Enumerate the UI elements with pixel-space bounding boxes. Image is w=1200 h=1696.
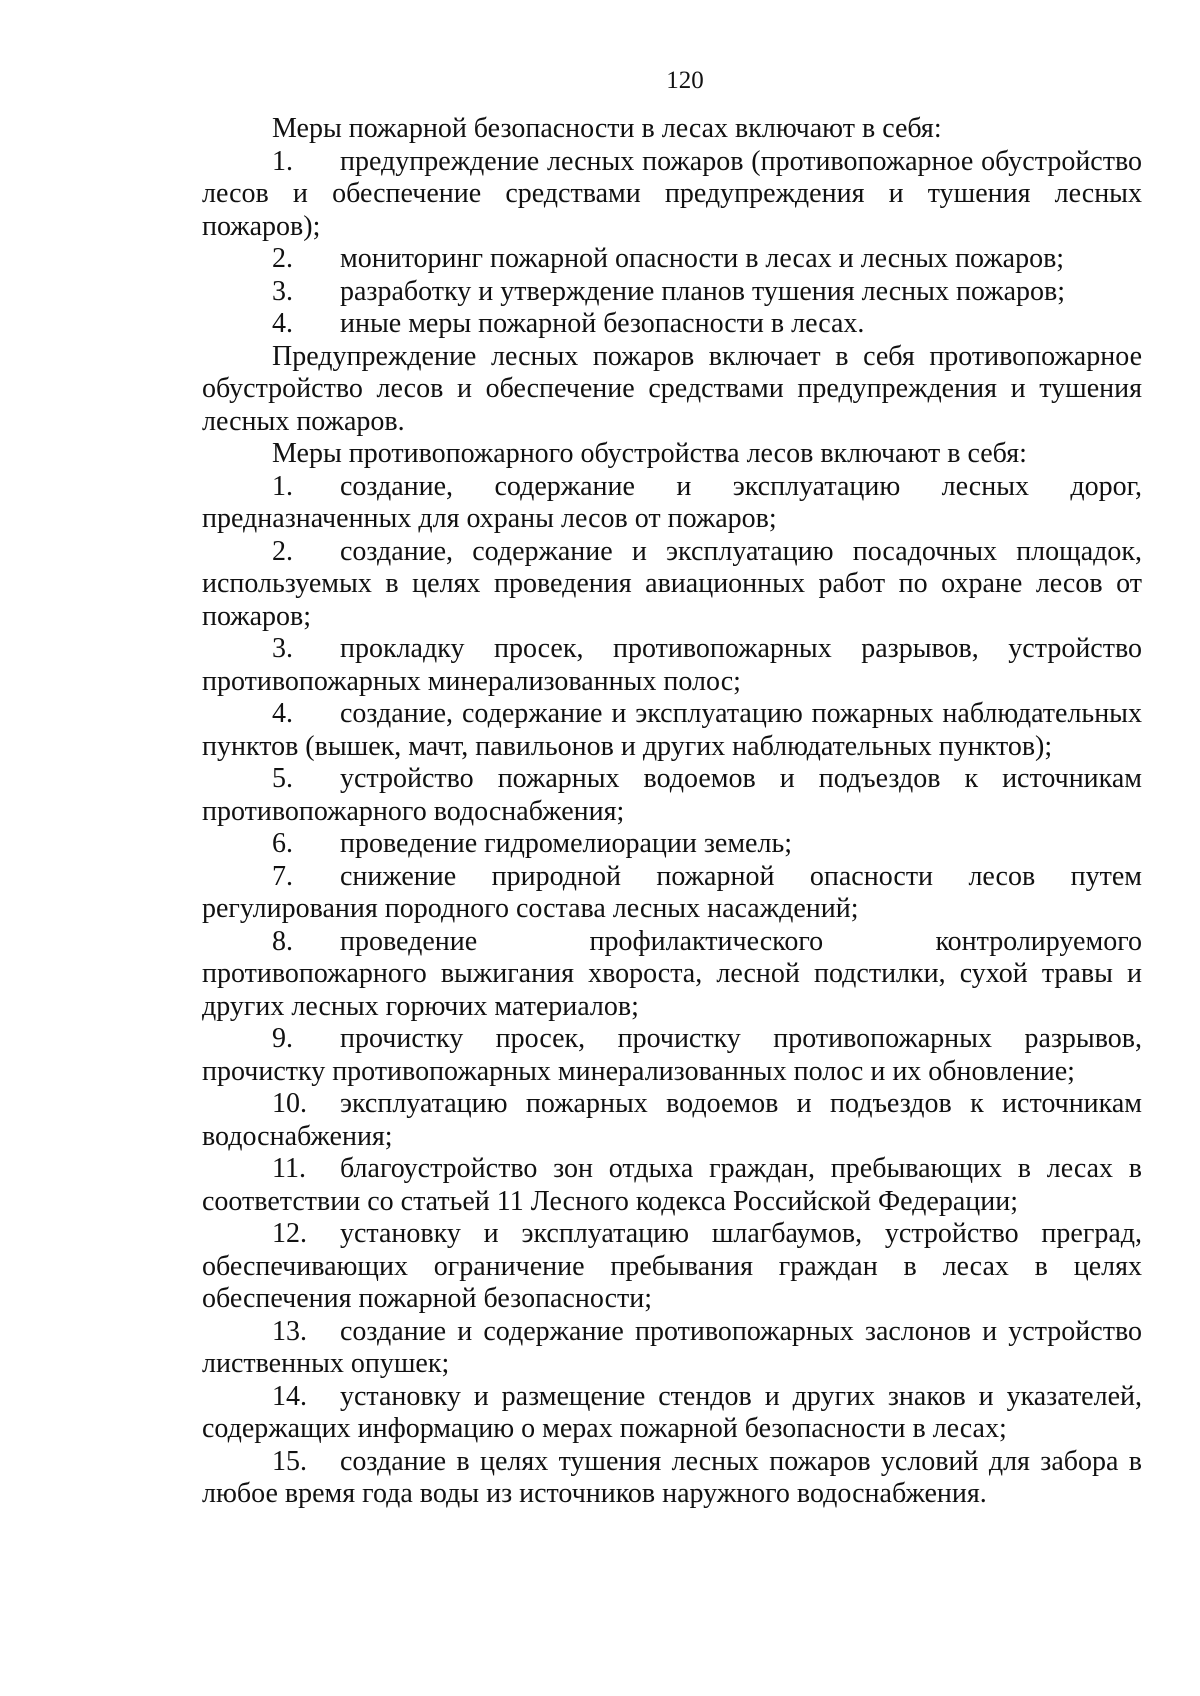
list-item <box>202 861 1142 926</box>
list-item-number: 13. <box>272 1315 307 1347</box>
list-item <box>202 1088 1142 1153</box>
list-item-number: 4. <box>272 308 293 339</box>
list-item <box>202 698 1142 763</box>
list-item-text: создание и содержание противопожарных заслонов и устройство лиственных опушек; <box>202 1315 1142 1379</box>
list-item-text: проведение профилактического контролируемого противопожарного выжигания хвороста, лесной подстилки, сухой травы и других лесных горючих материалов; <box>202 925 1142 1022</box>
list-item-number: 12. <box>272 1218 307 1249</box>
list-item-text: мониторинг пожарной опасности в лесах и лесных пожаров; <box>340 243 1065 274</box>
list-item <box>202 1153 1142 1218</box>
list-item <box>202 1316 1142 1381</box>
intro-paragraph: Меры пожарной безопасности в лесах включают в себя: <box>272 113 942 144</box>
prevention-paragraph: Предупреждение лесных пожаров включает в себя противопожарное обустройство лесов и обеспечение средствами предупреждения и тушения лесных пожаров. <box>202 340 1142 437</box>
list-item <box>202 926 1142 1024</box>
list-item-number: 15. <box>272 1445 307 1477</box>
fire-safety-measures-list <box>202 146 1142 341</box>
list-item-text: прокладку просек, противопожарных разрывов, устройство противопожарных минерализованных полос; <box>202 633 1142 697</box>
list-item-number: 1. <box>272 145 293 177</box>
list-item <box>202 828 1142 861</box>
list-item <box>202 276 1142 309</box>
list-item-number: 11. <box>272 1153 306 1184</box>
list-item-number: 3. <box>272 633 293 664</box>
page-number: 120 <box>666 67 704 94</box>
arrangement-intro-paragraph: Меры противопожарного обустройства лесов включают в себя: <box>272 438 1027 469</box>
list-item-text: предупреждение лесных пожаров (противопожарное обустройство лесов и обеспечение средствами предупреждения и тушения лесных пожаров); <box>202 145 1142 242</box>
list-item-number: 7. <box>272 860 293 892</box>
list-item-number: 6. <box>272 828 293 859</box>
list-item-text: проведение гидромелиорации земель; <box>340 828 792 859</box>
list-item <box>202 308 1142 341</box>
list-item-text: устройство пожарных водоемов и подъездов к источникам противопожарного водоснабжения; <box>202 763 1142 827</box>
list-item-text: установку и размещение стендов и других знаков и указателей, содержащих информацию о мерах пожарной безопасности в лесах; <box>202 1380 1142 1444</box>
list-item-text: создание, содержание и эксплуатацию лесных дорог, предназначенных для охраны лесов от пожаров; <box>202 470 1142 534</box>
list-item <box>202 1023 1142 1088</box>
list-item <box>202 1381 1142 1446</box>
document-body <box>202 113 1142 1511</box>
list-item-text: снижение природной пожарной опасности лесов путем регулирования породного состава лесных насаждений; <box>202 860 1142 924</box>
list-item <box>202 1218 1142 1316</box>
list-item-text: разработку и утверждение планов тушения лесных пожаров; <box>340 275 1066 307</box>
list-item-text: иные меры пожарной безопасности в лесах. <box>340 308 865 339</box>
list-item <box>202 471 1142 536</box>
list-item-number: 8. <box>272 925 293 957</box>
arrangement-measures-list <box>202 471 1142 1511</box>
list-item-number: 9. <box>272 1023 293 1054</box>
list-item-number: 1. <box>272 470 293 502</box>
list-item-text: создание в целях тушения лесных пожаров условий для забора в любое время года воды из источников наружного водоснабжения. <box>202 1445 1142 1509</box>
list-item-text: прочистку просек, прочистку противопожарных разрывов, прочистку противопожарных минерализованных полос и их обновление; <box>202 1023 1142 1087</box>
list-item <box>202 243 1142 276</box>
list-item-number: 14. <box>272 1380 307 1412</box>
list-item <box>202 763 1142 828</box>
list-item <box>202 146 1142 244</box>
list-item-text: создание, содержание и эксплуатацию пожарных наблюдательных пунктов (вышек, мачт, павильонов и других наблюдательных пунктов); <box>202 698 1142 762</box>
list-item-number: 10. <box>272 1088 307 1119</box>
list-item-number: 4. <box>272 698 293 729</box>
list-item-number: 2. <box>272 535 293 567</box>
list-item <box>202 633 1142 698</box>
list-item-number: 2. <box>272 243 293 274</box>
list-item <box>202 536 1142 634</box>
list-item-text: установку и эксплуатацию шлагбаумов, устройство преград, обеспечивающих ограничение пребывания граждан в лесах в целях обеспечения пожарной безопасности; <box>202 1218 1142 1314</box>
list-item-number: 5. <box>272 763 293 794</box>
list-item-text: благоустройство зон отдыха граждан, пребывающих в лесах в соответствии со статьей 11 Лесного кодекса Российской Федерации; <box>202 1153 1142 1217</box>
list-item <box>202 1446 1142 1511</box>
list-item-number: 3. <box>272 275 293 307</box>
list-item-text: эксплуатацию пожарных водоемов и подъездов к источникам водоснабжения; <box>202 1088 1142 1152</box>
list-item-text: создание, содержание и эксплуатацию посадочных площадок, используемых в целях проведения авиационных работ по охране лесов от пожаров; <box>202 535 1142 632</box>
